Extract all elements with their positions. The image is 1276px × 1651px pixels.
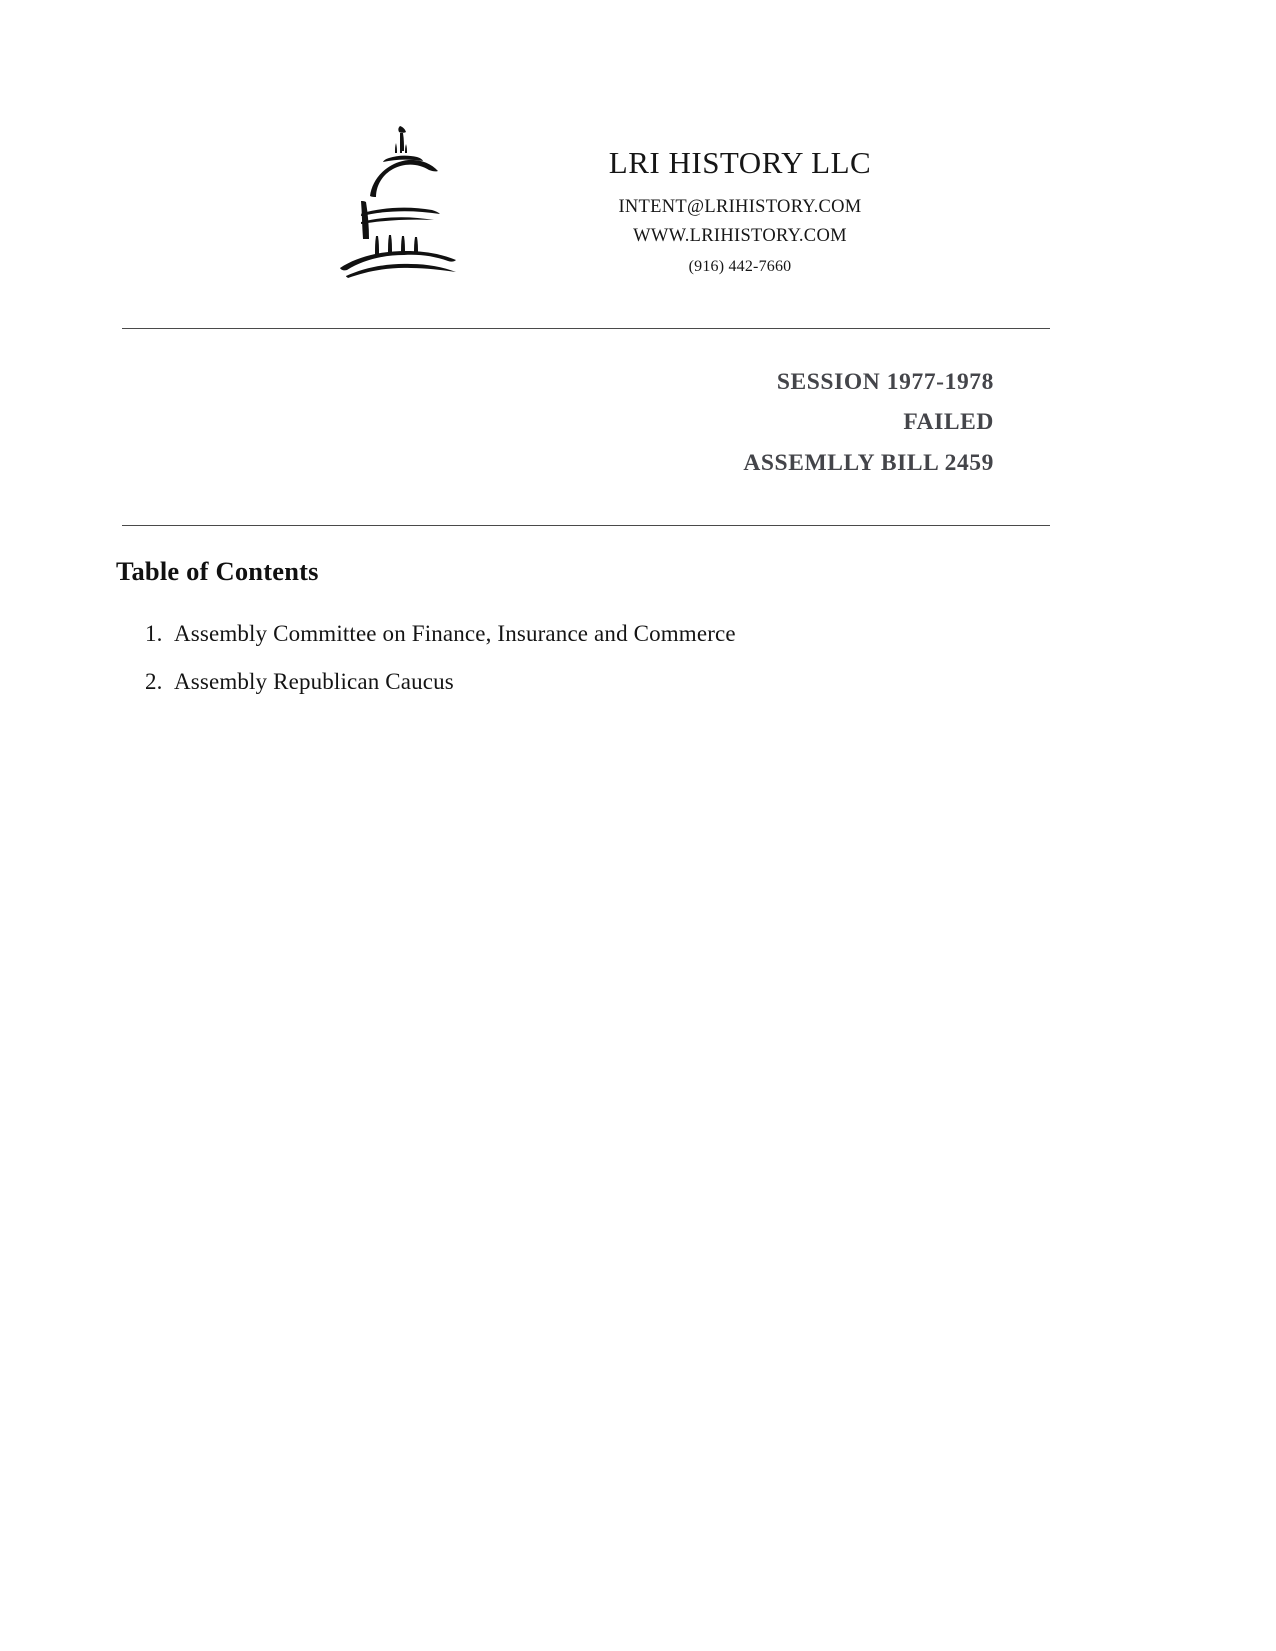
list-item-label: Assembly Committee on Finance, Insurance and Commerce — [174, 621, 736, 646]
list-item — [116, 666, 1016, 697]
org-info — [530, 118, 950, 276]
capitol-dome-sketch-icon — [326, 118, 476, 283]
list-item-label: Assembly Republican Caucus — [174, 669, 454, 695]
divider-top — [122, 328, 1050, 329]
org-website: WWW.LRIHISTORY.COM — [633, 225, 847, 246]
status-line: FAILED — [903, 409, 994, 436]
org-phone: (916) 442-7660 — [688, 258, 792, 276]
session-line: SESSION 1977-1978 — [776, 369, 994, 395]
letterhead — [0, 118, 1276, 283]
divider-bottom — [122, 525, 1050, 526]
org-email: INTENT@LRIHISTORY.COM — [618, 197, 862, 218]
list-item-number: 1. — [145, 621, 163, 646]
list-item-number: 2. — [145, 669, 163, 695]
page-title: Table of Contents — [116, 556, 319, 586]
bill-line: ASSEMLLY BILL 2459 — [743, 449, 994, 476]
org-name: LRI HISTORY LLC — [608, 145, 872, 180]
bill-header-block — [122, 362, 994, 483]
list-item — [116, 618, 1016, 649]
table-of-contents-list — [116, 618, 1016, 714]
